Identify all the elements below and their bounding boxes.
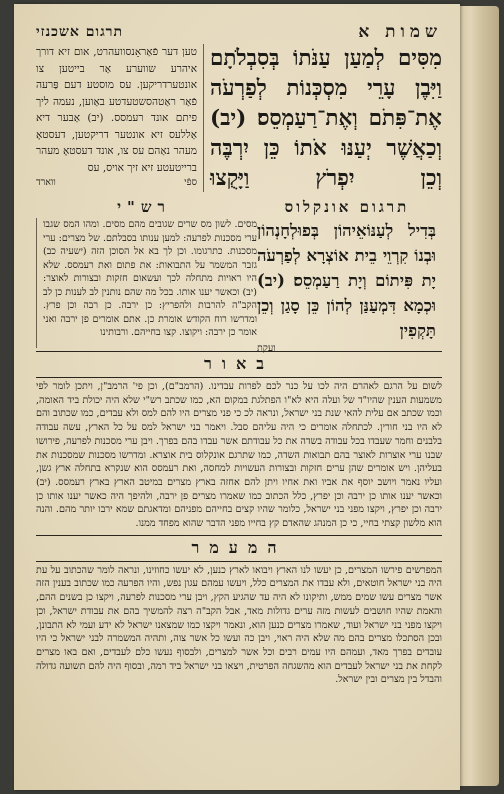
divider bbox=[36, 377, 442, 378]
divider bbox=[36, 561, 442, 562]
page-edges bbox=[455, 6, 499, 786]
book-page bbox=[14, 4, 460, 790]
rashi-heading: רש"י bbox=[117, 197, 171, 216]
book-chapter-header: שמות א bbox=[358, 22, 442, 42]
onkelos-gloss: ועקת bbox=[257, 343, 276, 354]
onkelos-text: בְּדִיל לְעַנּוֹאֵיהוֹן בְּפוּלְחָנְהוֹן וּבְנוֹ קִרְוֵי בֵית אוֹצְרָא לְפַרְעֹה יָת פִּיתוֹם וְיָת רַעַמְסֵס׃ (יב) וּכְמָא דִּמְעַנַּן לְהוֹן כֵּן סָגַן וְכֵן תָּקְפִין bbox=[257, 221, 436, 340]
translation-header: תרגום אשכנזי bbox=[36, 23, 124, 40]
biur-text: לשום על הרגם לאהרם היה לכו על כנר לכם לפרות עבדינו. (הרמב"ם), וכן פי' הרמב"ן, ויתכן לומר לפי משמעות הענין שהיו"ד של ועלה היא לא"ו הפתלגת במקום הא, כמו שכתב רש"י שלא היה יכולת ביד האומה, וכמו שכתב אם עלית להאי שנת בני ישראל, ונראה לכ כי פני מצרים היו להם למס ולא עבדים, כמו שכתוב והם לא היו בני חורין. לכתחלה אומרים כי היה עליהם סבל. ויאמר בני ישראל למס על כל הארץ, עשה עבודה בלבנים וחמר שעבדו בכל עבודה בשדה את כל עבודתם אשר עבדו בהם בפרך. ויבן ערי מסכנות לפרעה, פירושו שבנו ערי אוצרות לאוצר בהם תבואות השדה, כמו שתרגם אונקלוס בית אוצרא. ומדרשו מסכנות שמסכנות את בעליהן. ויש אומרים שהן ערים חזקות ובצורות העשויות למחסה, ואת רעמסס הוא שנקרא בתחלה ארץ גשן, ועליו נאמר ויושב יוסף את אביו ואת אחיו ויתן להם אחזה בארץ מצרים במיטב הארץ בארץ רעמסס. (יב) וכאשר יענו אותו כן ירבה וכן יפרץ, כלל הכתוב כמו שאמרו מצרים פן ירבה, ולהיפך היה כאשר יענו אותו כן ירבה וכן יפרץ, ויקצו מפני בני ישראל, כלומר שהיו קצים בחייהם מפניהם ומדאגתם שמא ירבו יותר מהם. והנה הוא מלשון קצתי בחיי, כי כן המנהג שהאדם קץ בחייו מפני הדבר שהוא מפחד ממנו. bbox=[36, 381, 442, 530]
yiddish-translation: טען דער פֿאַראָנסוועהרט, אום זיא דורך איהרע שווערע אַר בייטען צו אונטערדריקען. עס מוסטע דעם פַּרעה פֿאַר ראַטהסשטעדטע באַוען, נעמה ליך פיתם אונד רעמסס. (יב) אַבער דיא אַללעס זיא אונטער דריקטען, דעסטאָ מעהר נאַהם עס צו, אונד דעסטאָ מעהר ברייטעטע זיא זיך אויס, עס bbox=[36, 46, 197, 174]
maamar-text: המפרשים פירשו המצרים, כן יעשו לנו הארץ ויבואו לארץ כנען, לא יעשו כחוזינו, ונראה לומר שהכתוב על עת היה בני ישראל חוטאים, ולא עבדו את המצרים כלל, ויעשו עמהם עגון נפש, והיו הפרעה כמו שכתוב בענין הזה אשר מצרים עשו שמים ממש, ותיקונו לא היה עד שהגיע הקץ, ויבן ערי מסכנות לפרעה, ויקצו כן בשנים ההם, והאמת שהיו חושבים לעשות מזה ערים גדולות מאד, אבל הקב"ה רצה להמשיך בהם את עבודת ישראל, וכן ויקצו מפני בני ישראל ועוד, שאמרו מצרים כנען הוא, ונאמר ויקצו כמו שמצאנו ישראל לא ידע ועמי לא התבונן, ובכן הסתכלו מצרים בהם מה שלא היה ראוי, ויבן כה ועשו כל אשר צוה, ותהיה המשמרה לבני ישראל כי היו עובדים בפרך מאד, ועמהם היו עמים רבים וכל אשר למצרים, ולבסוף נעשו כלם לעבדים, ואם באו מצרים לקחת את בני ישראל לעבדים הוא מהשגחה הפרטית, ויצאו בני ישראל ביד רמה, ובסוף היה להם תשועה גדולה והבדל בין מצרים ובין ישראל. bbox=[36, 564, 442, 686]
gloss-right: ספֿי bbox=[184, 177, 197, 188]
top-columns bbox=[36, 44, 442, 192]
onkelos-column bbox=[257, 218, 442, 354]
onkelos-heading: תרגום אונקלוס bbox=[284, 197, 410, 216]
rashi-text: מסים. לשון מס שרים שגובים מהם מסים. ומהו המס שגבו ערי מסכנות לפרעה: למען ענותו בסבלתם. של מצרים: ערי מסכנות. כתרגומו. וכן לך בא אל הסוכן הזה (ישעיה כב) גזבר המשמר על התבואות: את פתום ואת רעמסס. שלא היו ראויות מתחלה לכך ועשאום חזקות ובצורות לאוצר: (יב) וכאשר יענו אותו. בכל מה שהם נותנין לב לענות כן לב הקב"ה להרבות ולהפריץ: כן ירבה. כן רבה וכן פרץ. ומדרשו רוח הקודש אומרת כן. אתם אומרים פן ירבה ואני אומר כן ירבה: ויקוצו. קצו בחייהם. ורבותינו bbox=[43, 219, 257, 338]
torah-text: מִסִּים לְמַעַן עַנֹּתוֹ בְּסִבְלֹתָם וַיִּבֶן עָרֵי מִסְכְּנוֹת לְפַרְעֹה אֶת־פִּתֹם וְאֶת־רַעַמְסֵס׃ (יב) וְכַאֲשֶׁר יְעַנּוּ אֹתוֹ כֵּן יִרְבֶּה וְכֵן יִפְרֹץ וַיָּקֻצוּ bbox=[210, 46, 442, 191]
maamar-title: המעמר bbox=[191, 537, 287, 557]
yiddish-column bbox=[36, 44, 203, 192]
commentary-headings bbox=[36, 196, 442, 218]
torah-column bbox=[203, 44, 442, 192]
page-content bbox=[36, 20, 442, 778]
running-header bbox=[36, 20, 442, 44]
biur-title: באור bbox=[204, 354, 274, 373]
gloss-right-2: ווארד bbox=[36, 177, 56, 188]
middle-columns bbox=[36, 218, 442, 354]
divider bbox=[36, 535, 442, 536]
gloss-row bbox=[36, 177, 197, 189]
rashi-column bbox=[36, 218, 257, 348]
